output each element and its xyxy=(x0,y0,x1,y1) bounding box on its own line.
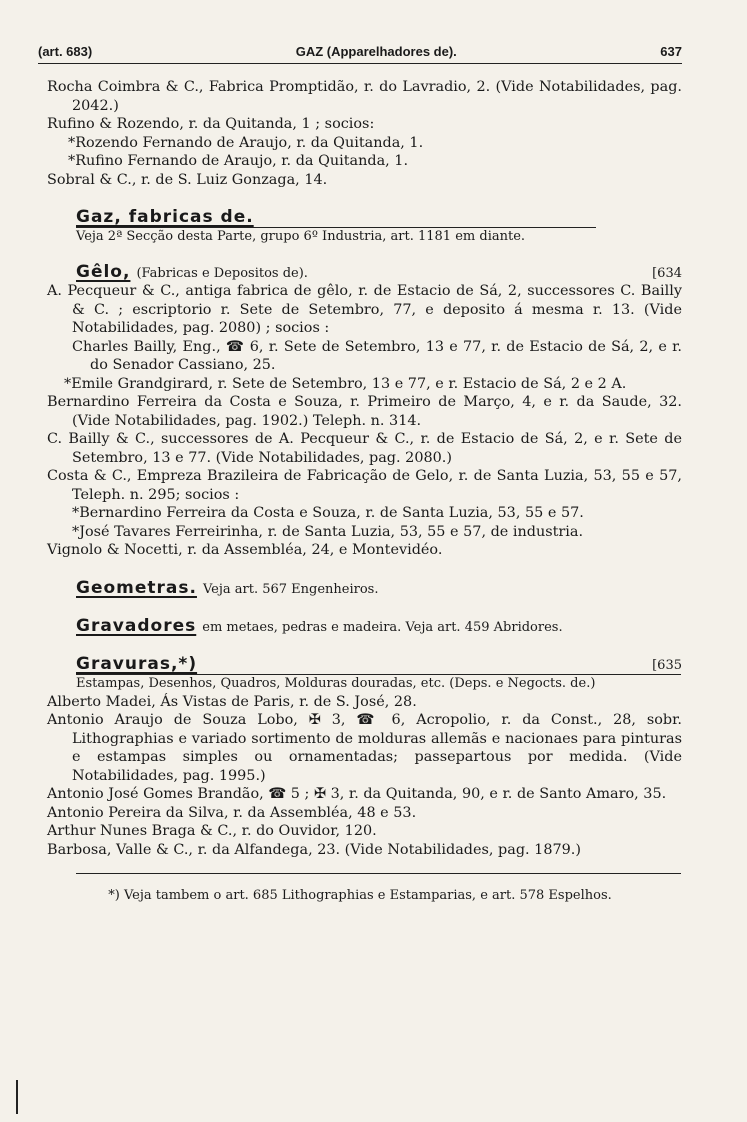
list-item: Sobral & C., r. de S. Luiz Gonzaga, 14. xyxy=(47,171,328,188)
list-item: Alberto Madei, Ás Vistas de Paris, r. de S. José, 28. xyxy=(47,693,417,710)
section-ref: [634 xyxy=(652,266,682,281)
section-gravuras xyxy=(38,654,682,860)
list-item: Barbosa, Valle & C., r. da Alfandega, 23. (Vide Notabilidades, pag. 1879.) xyxy=(47,841,581,858)
list-item: Vignolo & Nocetti, r. da Assembléa, 24, e Montevidéo. xyxy=(47,542,443,558)
section-note: em metaes, pedras e madeira. Veja art. 459 Abridores. xyxy=(202,619,563,635)
list-item: Arthur Nunes Braga & C., r. do Ouvidor, 120. xyxy=(47,823,377,839)
list-item: Costa & C., Empreza Brazileira de Fabricação de Gelo, r. de Santa Luzia, 53, 55 e 57, Teleph. n. 295; socios : xyxy=(47,468,682,503)
section-note: Veja 2ª Secção desta Parte, grupo 6º Industria, art. 1181 em diante. xyxy=(76,227,596,244)
page xyxy=(38,44,682,903)
section-title: Geometras. xyxy=(76,577,197,598)
section-note: Veja art. 567 Engenheiros. xyxy=(202,581,379,597)
section-title: Gêlo, xyxy=(76,262,131,282)
page-header xyxy=(38,44,682,64)
section-geometras xyxy=(38,578,682,598)
list-item: Antonio José Gomes Brandão, ☎ 5 ; ✠ 3, r. da Quitanda, 90, e r. de Santo Amaro, 35. xyxy=(47,786,667,802)
list-item: *Rozendo Fernando de Araujo, r. da Quitanda, 1. xyxy=(68,134,424,151)
section-gaz-fabricas xyxy=(38,207,682,244)
section-description: (Fabricas e Depositos de). xyxy=(136,266,308,281)
list-item: Antonio Pereira da Silva, r. da Assembléa, 48 e 53. xyxy=(47,804,417,821)
list-item: Bernardino Ferreira da Costa e Souza, r. Primeiro de Março, 4, e r. da Saude, 32. (Vide Notabilidades, pag. 1902.) Teleph. n. 314. xyxy=(47,394,682,429)
list-item: Charles Bailly, Eng., ☎ 6, r. Sete de Setembro, 13 e 77, r. de Estacio de Sá, 2, e r. do Senador Cassiano, 25. xyxy=(72,338,682,373)
list-item: *Bernardino Ferreira da Costa e Souza, r. de Santa Luzia, 53, 55 e 57. xyxy=(72,505,584,521)
header-article-ref: (art. 683) xyxy=(38,44,93,59)
list-item: C. Bailly & C., successores de A. Pecqueur & C., r. de Estacio de Sá, 2, e r. Sete de Setembro, 13 e 77. (Vide Notabilidades, pag. 2080.) xyxy=(47,431,682,466)
header-title: GAZ (Apparelhadores de). xyxy=(295,44,457,59)
page-number: 637 xyxy=(660,44,682,59)
list-item: *Emile Grandgirard, r. Sete de Setembro, 13 e 77, e r. Estacio de Sá, 2 e 2 A. xyxy=(64,375,627,392)
list-item: Rocha Coimbra & C., Fabrica Promptidão, r. do Lavradio, 2. (Vide Notabilidades, pag. 2042.) xyxy=(47,79,682,114)
list-item: Antonio Araujo de Souza Lobo, ✠ 3, ☎ 6, Acropolio, r. da Const., 28, sobr. Lithographias e variado sortimento de molduras allemãs e nacionaes para pinturas e estampas simples ou ornamentadas; passepartous por medida. (Vide Notabilidades, pag. 1995.) xyxy=(47,712,682,784)
section-note: Estampas, Desenhos, Quadros, Molduras douradas, etc. (Deps. e Negocts. de.) xyxy=(76,674,681,691)
margin-mark xyxy=(16,1080,18,1114)
section-gelo xyxy=(38,262,682,560)
footnote: *) Veja tambem o art. 685 Lithographias e Estamparias, e art. 578 Espelhos. xyxy=(108,888,612,903)
section-gravadores xyxy=(38,616,682,636)
list-item: *José Tavares Ferreirinha, r. de Santa Luzia, 53, 55 e 57, de industria. xyxy=(72,523,584,540)
section-ref: [635 xyxy=(652,657,682,673)
gaz-apparelhadores-list xyxy=(38,78,682,189)
section-title: Gaz, fabricas de. xyxy=(76,207,254,227)
footnote-divider xyxy=(76,873,681,874)
list-item: A. Pecqueur & C., antiga fabrica de gêlo, r. de Estacio de Sá, 2, successores C. Bailly & C. ; escriptorio r. Sete de Setembro, 77, e deposito á mesma r. 13. (Vide Notabilidades, pag. 2080) ; socios : xyxy=(47,283,682,336)
list-item: Rufino & Rozendo, r. da Quitanda, 1 ; socios: xyxy=(47,116,375,132)
list-item: *Rufino Fernando de Araujo, r. da Quitanda, 1. xyxy=(68,153,409,169)
section-title: Gravuras,*) xyxy=(76,653,198,674)
section-title: Gravadores xyxy=(76,615,197,636)
